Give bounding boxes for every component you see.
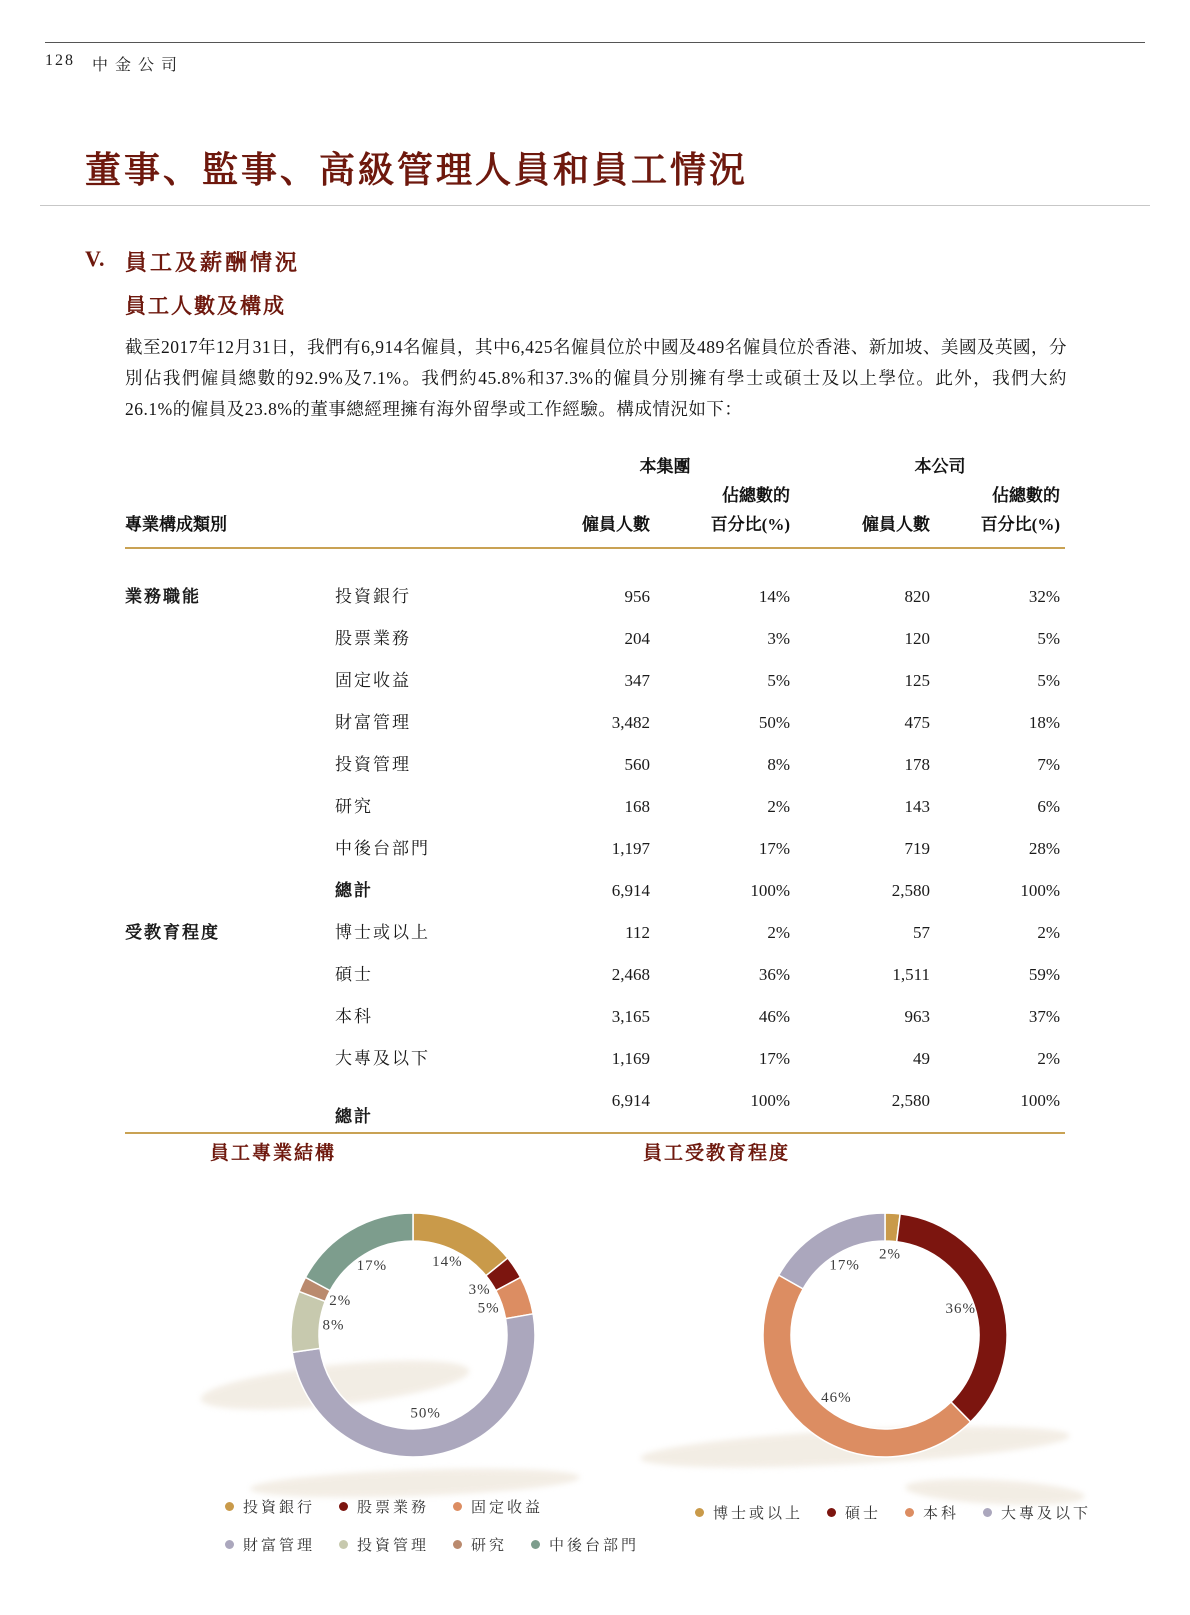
profession-legend bbox=[225, 1496, 639, 1555]
table-row bbox=[125, 912, 1065, 954]
legend-dot-icon bbox=[827, 1508, 836, 1517]
slice-value-label: 5% bbox=[477, 1300, 500, 1317]
table-cell: 32% bbox=[1028, 587, 1060, 606]
intro-paragraph: 截至2017年12月31日，我們有6,914名僱員，其中6,425名僱員位於中國及489名僱員位於香港、新加坡、美國及英國，分別佔我們僱員總數的92.9%及7.1%。我們約45.8%和37.3%的僱員分別擁有學士或碩士及以上學位。此外，我們大約26.1%的僱員及23.8%的董事總經理擁有海外留學或工作經驗。構成情況如下： bbox=[125, 337, 1067, 419]
table-cell: 6% bbox=[1037, 797, 1060, 816]
legend-label: 投資銀行 bbox=[243, 1500, 316, 1516]
legend-label: 投資管理 bbox=[357, 1538, 430, 1554]
table-cell: 受教育程度 bbox=[125, 923, 220, 942]
legend-item bbox=[453, 1534, 507, 1555]
table-cell: 168 bbox=[624, 797, 650, 816]
slice-value-label: 17% bbox=[829, 1257, 860, 1274]
legend-item bbox=[983, 1502, 1091, 1523]
row-label: 股票業務 bbox=[335, 629, 411, 648]
legend-dot-icon bbox=[339, 1502, 348, 1511]
legend-item bbox=[453, 1496, 543, 1517]
table-cell: 7% bbox=[1037, 755, 1060, 774]
table-cell: 143 bbox=[904, 797, 930, 816]
education-legend bbox=[695, 1502, 1091, 1523]
table-cell: 37% bbox=[1028, 1007, 1060, 1026]
donut-slice bbox=[763, 1275, 971, 1457]
row-label: 投資管理 bbox=[335, 755, 411, 774]
table-cell: 59% bbox=[1028, 965, 1060, 984]
company-name: 中金公司 bbox=[92, 57, 185, 74]
table-row bbox=[125, 954, 1065, 996]
legend-label: 碩士 bbox=[845, 1506, 882, 1522]
slice-value-label: 8% bbox=[322, 1317, 345, 1334]
legend-label: 財富管理 bbox=[243, 1538, 316, 1554]
table-row bbox=[125, 1038, 1065, 1080]
legend-item bbox=[225, 1534, 315, 1555]
table-row bbox=[125, 996, 1065, 1038]
table-row bbox=[125, 576, 1065, 618]
group-header-group: 本集團 bbox=[639, 457, 691, 476]
table-row bbox=[125, 702, 1065, 744]
column-header-count-company: 僱員人數 bbox=[862, 515, 930, 534]
row-label: 博士或以上 bbox=[335, 923, 430, 942]
table-cell: 6,914 bbox=[611, 1091, 650, 1110]
table-cell: 204 bbox=[624, 629, 650, 648]
legend-dot-icon bbox=[225, 1502, 234, 1511]
table-cell: 14% bbox=[758, 587, 790, 606]
table-cell: 1,511 bbox=[892, 965, 930, 984]
table-cell: 5% bbox=[1037, 629, 1060, 648]
row-label: 投資銀行 bbox=[335, 587, 411, 606]
table-cell: 100% bbox=[1020, 1091, 1060, 1110]
legend-item bbox=[339, 1496, 429, 1517]
row-label: 總計 bbox=[335, 1107, 373, 1126]
slice-value-label: 14% bbox=[432, 1254, 463, 1271]
table-cell: 178 bbox=[904, 755, 930, 774]
legend-item bbox=[225, 1496, 315, 1517]
table-cell: 120 bbox=[904, 629, 930, 648]
row-label: 大專及以下 bbox=[335, 1049, 430, 1068]
legend-item bbox=[905, 1502, 959, 1523]
table-bottom-rule bbox=[125, 1132, 1065, 1134]
legend-dot-icon bbox=[339, 1540, 348, 1549]
table-cell: 46% bbox=[758, 1007, 790, 1026]
section-numeral: V. bbox=[85, 246, 106, 271]
table-cell: 49 bbox=[913, 1049, 930, 1068]
table-cell: 36% bbox=[758, 965, 790, 984]
legend-dot-icon bbox=[453, 1502, 462, 1511]
table-cell: 50% bbox=[758, 713, 790, 732]
legend-item bbox=[695, 1502, 803, 1523]
group-header-company: 本公司 bbox=[914, 457, 966, 476]
table-cell: 100% bbox=[750, 881, 790, 900]
table-cell: 100% bbox=[750, 1091, 790, 1110]
legend-dot-icon bbox=[453, 1540, 462, 1549]
slice-value-label: 36% bbox=[945, 1300, 977, 1317]
table-cell: 3,482 bbox=[611, 713, 650, 732]
table-row bbox=[125, 744, 1065, 786]
table-cell: 963 bbox=[904, 1007, 930, 1026]
table-cell: 3% bbox=[767, 629, 790, 648]
table-row bbox=[125, 870, 1065, 912]
page-title: 董事、監事、高級管理人員和員工情況 bbox=[85, 150, 749, 190]
legend-label: 博士或以上 bbox=[713, 1506, 804, 1522]
profession-legend-row-2 bbox=[225, 1534, 639, 1555]
title-divider bbox=[40, 205, 1150, 206]
table-row bbox=[125, 786, 1065, 828]
profession-legend-row-1 bbox=[225, 1496, 639, 1517]
column-header-pct-group: 百分比(%) bbox=[710, 515, 790, 534]
row-label: 總計 bbox=[335, 881, 373, 900]
column-header-count-group: 僱員人數 bbox=[582, 515, 650, 534]
legend-label: 本科 bbox=[923, 1506, 960, 1522]
column-header-category: 專業構成類別 bbox=[125, 515, 227, 534]
table-cell: 28% bbox=[1028, 839, 1060, 858]
table-cell: 719 bbox=[904, 839, 930, 858]
legend-item bbox=[339, 1534, 429, 1555]
legend-label: 固定收益 bbox=[471, 1500, 544, 1516]
pct-header-top-company: 佔總數的 bbox=[992, 486, 1060, 505]
table-cell: 業務職能 bbox=[125, 587, 201, 606]
legend-dot-icon bbox=[531, 1540, 540, 1549]
legend-dot-icon bbox=[983, 1508, 992, 1517]
donut-slice bbox=[305, 1213, 413, 1291]
legend-item bbox=[827, 1502, 881, 1523]
legend-label: 股票業務 bbox=[357, 1500, 430, 1516]
table-cell: 3,165 bbox=[611, 1007, 650, 1026]
donut-slice bbox=[897, 1214, 1007, 1422]
slice-value-label: 3% bbox=[468, 1282, 491, 1299]
table-cell: 5% bbox=[767, 671, 790, 690]
table-cell: 6,914 bbox=[611, 881, 650, 900]
row-label: 研究 bbox=[335, 797, 373, 816]
table-cell: 18% bbox=[1028, 713, 1060, 732]
legend-dot-icon bbox=[225, 1540, 234, 1549]
table-cell: 2% bbox=[1037, 1049, 1060, 1068]
legend-item bbox=[531, 1534, 639, 1555]
column-header-pct-company: 百分比(%) bbox=[980, 515, 1060, 534]
education-chart-title: 員工受教育程度 bbox=[643, 1143, 791, 1164]
table-cell: 17% bbox=[758, 1049, 790, 1068]
legend-label: 中後台部門 bbox=[549, 1538, 640, 1554]
table-row bbox=[125, 1080, 1065, 1126]
profession-donut-chart bbox=[273, 1195, 553, 1475]
slice-value-label: 50% bbox=[410, 1405, 441, 1422]
table-cell: 57 bbox=[913, 923, 930, 942]
row-label: 本科 bbox=[335, 1007, 373, 1026]
table-cell: 820 bbox=[904, 587, 930, 606]
table-cell: 347 bbox=[624, 671, 650, 690]
row-label: 中後台部門 bbox=[335, 839, 430, 858]
table-cell: 560 bbox=[624, 755, 650, 774]
donut-slice bbox=[291, 1291, 325, 1352]
legend-label: 研究 bbox=[471, 1538, 508, 1554]
legend-dot-icon bbox=[695, 1508, 704, 1517]
table-cell: 17% bbox=[758, 839, 790, 858]
slice-value-label: 2% bbox=[329, 1293, 352, 1310]
education-donut-chart bbox=[745, 1195, 1025, 1475]
table-cell: 475 bbox=[904, 713, 930, 732]
table-row bbox=[125, 828, 1065, 870]
table-cell: 125 bbox=[904, 671, 930, 690]
table-cell: 2,580 bbox=[891, 1091, 930, 1110]
row-label: 固定收益 bbox=[335, 671, 411, 690]
profession-chart-title: 員工專業結構 bbox=[210, 1143, 337, 1164]
row-label: 碩士 bbox=[335, 965, 373, 984]
legend-label: 大專及以下 bbox=[1001, 1506, 1092, 1522]
row-label: 財富管理 bbox=[335, 713, 411, 732]
table-cell: 100% bbox=[1020, 881, 1060, 900]
slice-value-label: 2% bbox=[878, 1246, 901, 1263]
donut-slice bbox=[292, 1314, 535, 1457]
section-heading: 員工及薪酬情況 bbox=[125, 250, 301, 275]
table-body bbox=[125, 576, 1065, 1126]
table-header-rule bbox=[125, 547, 1065, 549]
table-cell: 5% bbox=[1037, 671, 1060, 690]
page-number: 128 bbox=[45, 52, 75, 69]
table-cell: 1,169 bbox=[611, 1049, 650, 1068]
slice-value-label: 46% bbox=[821, 1389, 852, 1406]
table-cell: 1,197 bbox=[611, 839, 650, 858]
header-divider bbox=[45, 42, 1145, 43]
table-cell: 2,580 bbox=[891, 881, 930, 900]
slice-value-label: 17% bbox=[356, 1257, 388, 1274]
table-row bbox=[125, 660, 1065, 702]
legend-dot-icon bbox=[905, 1508, 914, 1517]
table-cell: 956 bbox=[624, 587, 650, 606]
table-cell: 2% bbox=[767, 797, 790, 816]
table-cell: 2% bbox=[767, 923, 790, 942]
table-cell: 2% bbox=[1037, 923, 1060, 942]
table-cell: 2,468 bbox=[611, 965, 650, 984]
table-cell: 112 bbox=[625, 923, 650, 942]
donut-slice bbox=[779, 1213, 885, 1289]
table-row bbox=[125, 618, 1065, 660]
pct-header-top-group: 佔總數的 bbox=[722, 486, 790, 505]
table-cell: 8% bbox=[767, 755, 790, 774]
subsection-heading: 員工人數及構成 bbox=[125, 294, 286, 318]
